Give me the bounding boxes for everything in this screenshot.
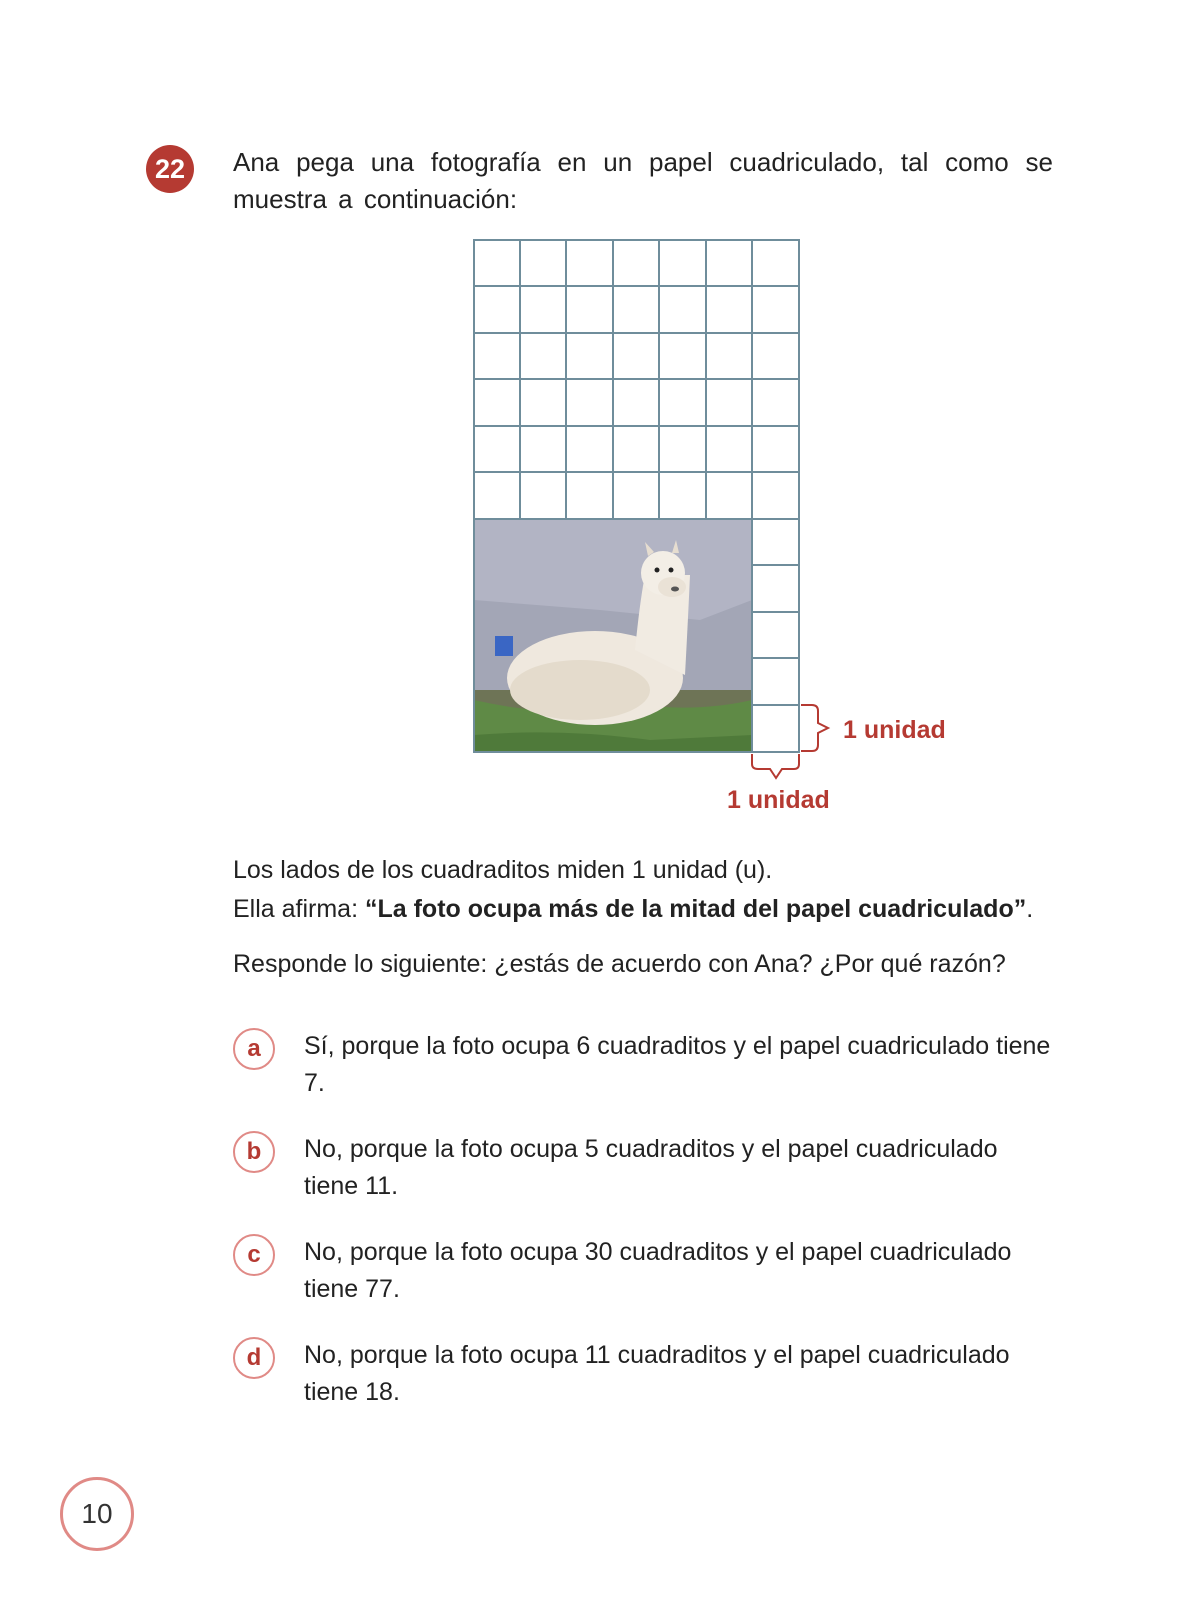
claim-suffix: . (1026, 895, 1034, 923)
claim-prefix: Ella afirma: (233, 895, 365, 923)
option-letter: a (233, 1028, 275, 1070)
option-letter: c (233, 1234, 275, 1276)
unit-label-right: 1 unidad (843, 716, 946, 744)
unit-bracket-bottom (752, 754, 799, 778)
question-intro: Ana pega una fotografía en un papel cuadriculado, tal como se muestra a continuación: (233, 147, 1053, 214)
option-text: Sí, porque la foto ocupa 6 cuadraditos y el papel cuadriculado tiene 7. (304, 1032, 1051, 1097)
claim-quote: “La foto ocupa más de la mitad del papel cuadriculado” (364, 895, 1027, 923)
option-letter: b (233, 1131, 275, 1173)
option-text: No, porque la foto ocupa 11 cuadraditos y el papel cuadriculado tiene 18. (304, 1341, 1010, 1406)
question-number-badge: 22 (146, 145, 194, 193)
unit-bracket-right (801, 705, 828, 751)
option-letter: d (233, 1337, 275, 1379)
option-text: No, porque la foto ocupa 5 cuadraditos y el papel cuadriculado tiene 11. (304, 1135, 998, 1200)
alpaca-photo (474, 519, 752, 752)
ana-claim (233, 890, 1063, 928)
option-text: No, porque la foto ocupa 30 cuadraditos y el papel cuadriculado tiene 77. (304, 1238, 1012, 1303)
question-prompt: Responde lo siguiente: ¿estás de acuerdo con Ana? ¿Por qué razón? (233, 950, 1006, 978)
unit-label-bottom: 1 unidad (727, 786, 830, 814)
page-number: 10 (60, 1477, 134, 1551)
unit-statement: Los lados de los cuadraditos miden 1 unidad (u). (233, 856, 773, 884)
